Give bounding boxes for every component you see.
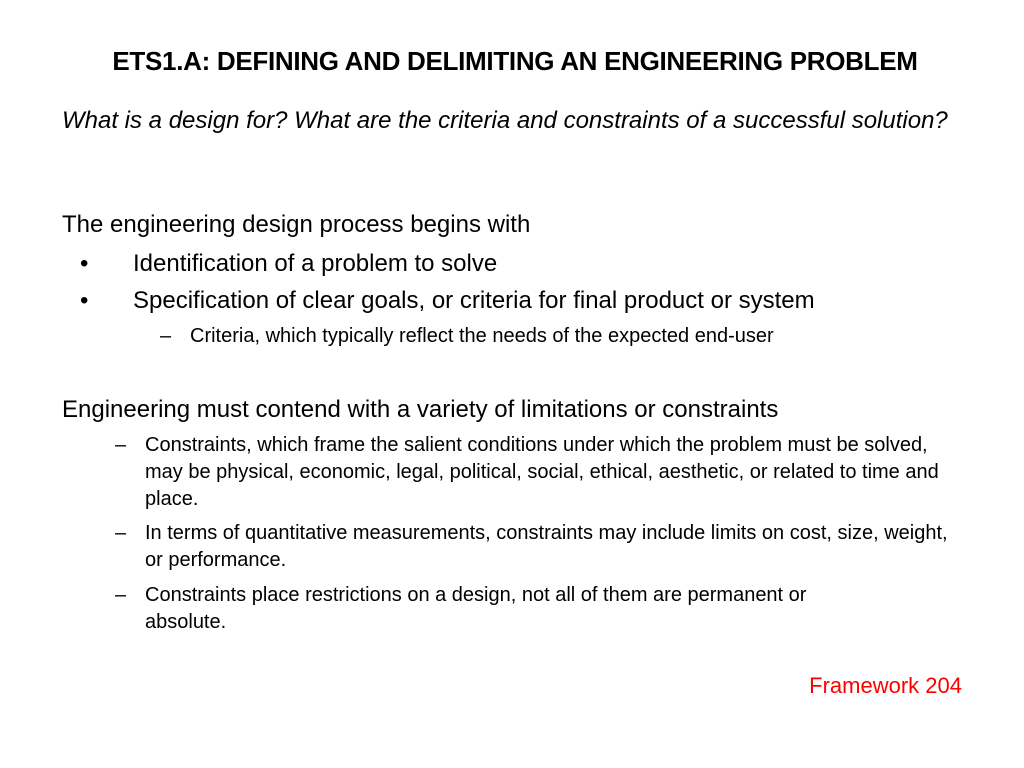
section2-intro: Engineering must contend with a variety of limitations or constraints bbox=[62, 396, 779, 423]
dash-mark: – bbox=[115, 434, 127, 456]
bullet-mark: • bbox=[80, 287, 89, 314]
sub-item-text: Constraints place restrictions on a design, not all of them are permanent or absolute. bbox=[145, 584, 807, 633]
bullet-mark: • bbox=[80, 250, 89, 277]
dash-mark: – bbox=[160, 325, 172, 347]
bullet-text: Identification of a problem to solve bbox=[133, 250, 498, 277]
framework-reference: Framework 204 bbox=[809, 673, 962, 698]
sub-item-text: Constraints, which frame the salient conditions under which the problem must be solved, may be physical, economic, legal, political, social, ethical, aesthetic, or related to time and place. bbox=[145, 434, 939, 510]
bullet-text: Specification of clear goals, or criteria for final product or system bbox=[133, 287, 815, 314]
dash-mark: – bbox=[115, 584, 127, 606]
sub-item-text: Criteria, which typically reflect the needs of the expected end-user bbox=[190, 325, 774, 347]
guiding-question: What is a design for? What are the criteria and constraints of a successful solution? bbox=[62, 107, 948, 134]
dash-mark: – bbox=[115, 522, 127, 544]
section1-intro: The engineering design process begins with bbox=[62, 211, 531, 238]
slide-title: ETS1.A: DEFINING AND DELIMITING AN ENGINEERING PROBLEM bbox=[112, 46, 918, 76]
sub-item-text: In terms of quantitative measurements, constraints may include limits on cost, size, weight, or performance. bbox=[145, 522, 948, 571]
